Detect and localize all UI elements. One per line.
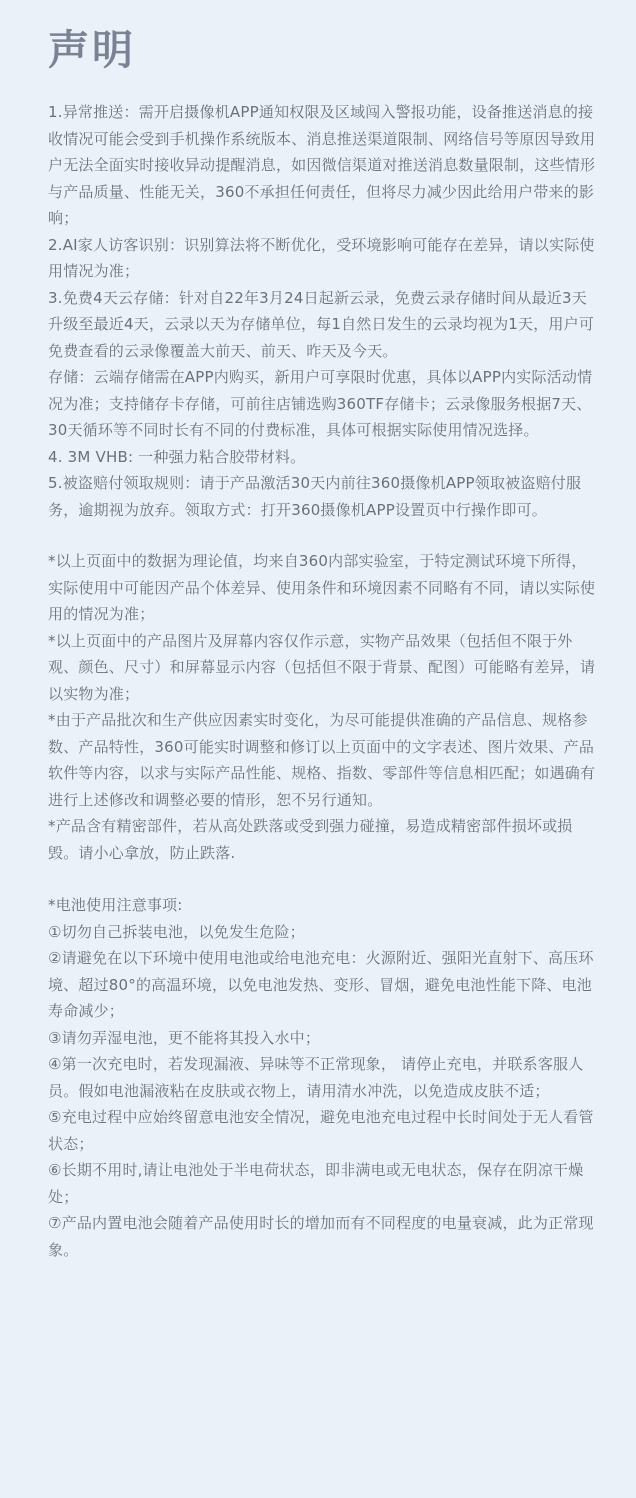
page-title: 声明 [48, 26, 136, 74]
battery-item-1: ①切勿自己拆装电池，以免发生危险； [48, 922, 305, 941]
battery-section [48, 892, 596, 1263]
disclaimer-section [48, 548, 596, 866]
battery-item-6: ⑥长期不用时,请让电池处于半电荷状态，即非满电或无电状态，保存在阴凉干燥处； [48, 1161, 584, 1206]
battery-item-3: ③请勿弄湿电池，更不能将其投入水中； [48, 1028, 321, 1047]
disclaimer-revisions: *由于产品批次和生产供应因素实时变化，为尽可能提供准确的产品信息、规格参数、产品特性，360可能实时调整和修订以上页面中的文字表述、图片效果、产品软件等内容，以求与实际产品性能、规格、指数、零部件等信息相匹配；如遇确有进行上述修改和调整必要的情形，恕不另行通知。 [48, 711, 596, 809]
disclaimer-lab-data: *以上页面中的数据为理论值，均来自360内部实验室，于特定测试环境下所得，实际使用中可能因产品个体差异、使用条件和环境因素不同略有不同，请以实际使用的情况为准； [48, 552, 596, 623]
disclaimer-fragile: *产品含有精密部件，若从高处跌落或受到强力碰撞，易造成精密部件损坏或损毁。请小心拿放，防止跌落. [48, 817, 573, 862]
note-abnormal-push: 1.异常推送：需开启摄像机APP通知权限及区域闯入警报功能，设备推送消息的接收情况可能会受到手机操作系统版本、消息推送渠道限制、网络信号等原因导致用户无法全面实时接收异动提醒消息，如因微信渠道对推送消息数量限制，这些情形与产品质量、性能无关，360不承担任何责任，但将尽力减少因此给用户带来的影响； [48, 103, 596, 227]
battery-item-7: ⑦产品内置电池会随着产品使用时长的增加而有不同程度的电量衰减，此为正常现象。 [48, 1214, 594, 1259]
battery-heading: *电池使用注意事项: [48, 896, 183, 914]
note-3m-vhb: 4. 3M VHB: 一种强力粘合胶带材料。 [48, 447, 306, 466]
note-storage: 存储：云端存储需在APP内购买，新用户可享限时优惠，具体以APP内实际活动情况为准；支持储存卡存储，可前往店铺选购360TF存储卡；云录像服务根据7天、30天循环等不同时长有不同的付费标准，具体可根据实际使用情况选择。 [48, 368, 593, 439]
note-free-cloud-storage: 3.免费4天云存储：针对自22年3月24日起新云录，免费云录存储时间从最近3天升级至最近4天，云录以天为存储单位，每1自然日发生的云录均视为1天，用户可免费查看的云录像覆盖大前天、前天、昨天及今天。 [48, 288, 595, 360]
note-theft-compensation: 5.被盗赔付领取规则：请于产品激活30天内前往360摄像机APP领取被盗赔付服务，逾期视为放弃。领取方式：打开360摄像机APP设置页中行操作即可。 [48, 474, 582, 519]
notes-section [48, 99, 596, 523]
battery-item-4: ④第一次充电时，若发现漏液、异味等不正常现象， 请停止充电，并联系客服人员。假如电池漏液粘在皮肤或衣物上，请用清水冲洗，以免造成皮肤不适； [48, 1055, 584, 1100]
battery-item-2: ②请避免在以下环境中使用电池或给电池充电：火源附近、强阳光直射下、高压环境、超过80°的高温环境，以免电池发热、变形、冒烟，避免电池性能下降、电池寿命减少； [48, 949, 594, 1020]
note-ai-recognition: 2.AI家人访客识别：识别算法将不断优化，受环境影响可能存在差异，请以实际使用情况为准； [48, 235, 595, 280]
battery-item-5: ⑤充电过程中应始终留意电池安全情况，避免电池充电过程中长时间处于无人看管状态； [48, 1108, 594, 1153]
disclaimer-images: *以上页面中的产品图片及屏幕内容仅作示意，实物产品效果（包括但不限于外观、颜色、尺寸）和屏幕显示内容（包括但不限于背景、配图）可能略有差异，请以实物为准； [48, 631, 596, 703]
